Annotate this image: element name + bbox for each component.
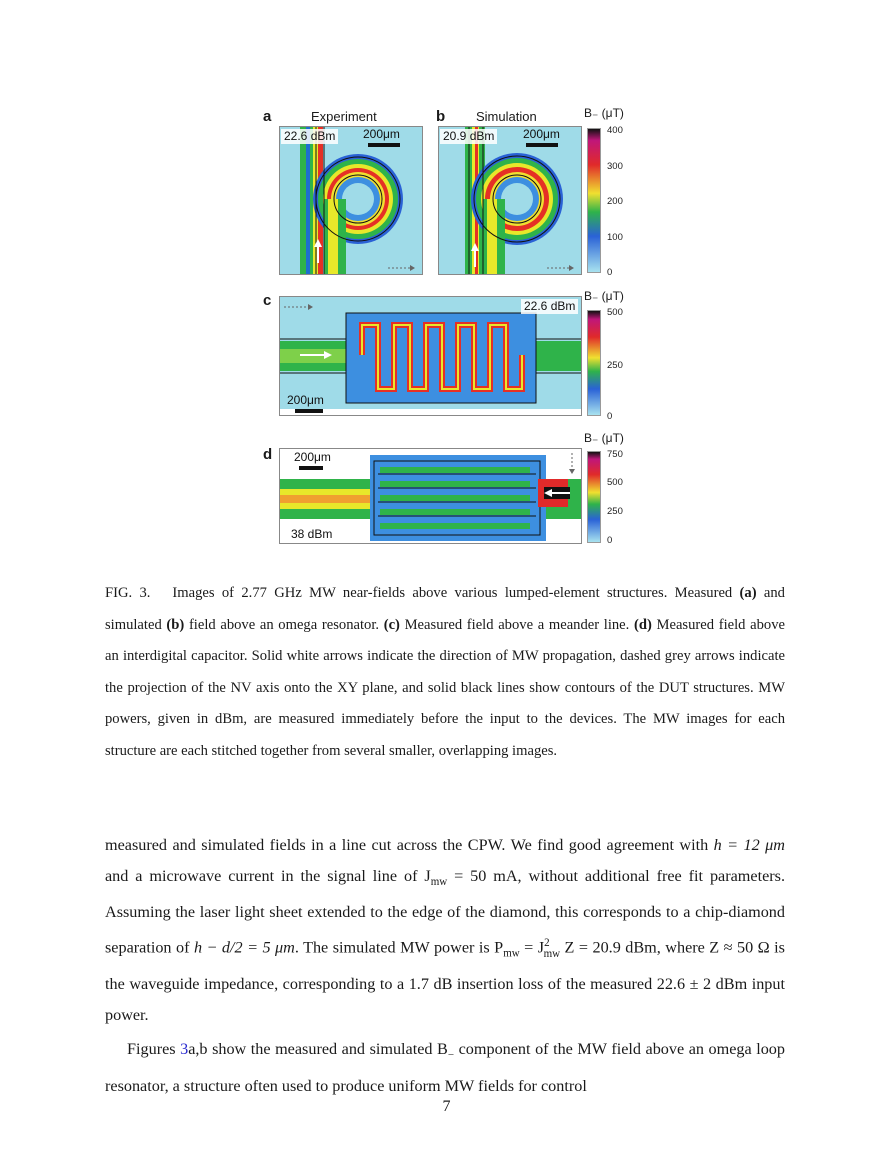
colorbar-c-title: B₋ (μT) [584, 289, 624, 303]
panel-d-power: 38 dBm [288, 527, 335, 542]
body-text [105, 830, 785, 1102]
p1-text-d: . The simulated MW power is [294, 938, 495, 957]
caption-text-2: and simulated [105, 585, 785, 633]
omega-resonator-field-measured [280, 127, 422, 274]
p1-math-J-sub: mw [430, 875, 448, 888]
colorbar-ab-tick-1: 400 [607, 125, 623, 136]
caption-text-5: Measured field above an interdigital capacitor. Solid white arrows indicate the direction of MW propagation, dashed grey arrows indicate the projection of the NV axis onto the XY plane, and solid black lines show contours of the DUT structures. MW powers, given in dBm, are measured immediately before the input to the devices. The MW images for each structure are each stitched together from several smaller, overlapping images. [105, 616, 785, 759]
caption-text-4: Measured field above a meander line. [404, 616, 630, 633]
panel-a-letter: a [263, 108, 272, 125]
colorbar-c [587, 310, 601, 416]
colorbar-c-tick-3: 0 [607, 411, 613, 422]
caption-ref-c: (c) [383, 616, 400, 633]
panel-a-image [279, 126, 423, 275]
caption-ref-d: (d) [633, 616, 652, 633]
panel-c-letter: c [263, 292, 272, 309]
colorbar-d-tick-4: 0 [607, 535, 613, 546]
panel-b-power: 20.9 dBm [440, 129, 497, 144]
panel-d-letter: d [263, 446, 273, 463]
panel-d-scale-bar [299, 466, 323, 470]
panel-a-scale-label: 200μm [363, 127, 400, 141]
meander-line-field [280, 297, 581, 415]
panel-b-scale-label: 200μm [523, 127, 560, 141]
p2-text-b: a,b show the measured and simulated B [188, 1040, 448, 1059]
p1-math-h: h = 12 μm [713, 836, 785, 854]
figure-3 [0, 0, 893, 560]
colorbar-d-title: B₋ (μT) [584, 431, 624, 445]
colorbar-d-tick-3: 250 [607, 506, 623, 517]
panel-b-scale-bar [526, 143, 558, 147]
caption-text-1: Images of 2.77 GHz MW near-fields above various lumped-element structures. Measured [172, 585, 733, 601]
panel-c-scale-bar [295, 409, 323, 413]
omega-resonator-field-simulated [439, 127, 581, 274]
colorbar-ab-tick-2: 300 [607, 161, 623, 172]
p1-math-P: P [494, 938, 504, 957]
colorbar-ab-tick-3: 200 [607, 196, 623, 207]
caption-ref-b: (b) [166, 616, 185, 633]
p1-text-f: Z = 20.9 dBm, where Z ≈ 50 Ω is the waveguide impedance, corresponding to a 1.7 dB insertion loss of the measured 22.6 ± 2 dBm input power. [105, 938, 785, 1024]
p1-math-sep: h − d/2 = 5 μm [193, 938, 295, 957]
colorbar-d-tick-1: 750 [607, 449, 623, 460]
panel-a-scale-bar [368, 143, 400, 147]
colorbar-ab-tick-5: 0 [607, 267, 613, 278]
p1-text-a: measured and simulated fields in a line cut across the CPW. We find good agreement with [105, 836, 714, 854]
p1-text-c: = 50 mA, without additional free fit parameters. Assuming the laser light sheet extended to the edge of the diamond, this corresponds to a chip-diamond separation of [105, 866, 785, 957]
panel-d-image [279, 448, 582, 544]
p1-math-e-sub: mw [543, 947, 561, 960]
caption-ref-a: (a) [739, 585, 757, 601]
colorbar-d [587, 451, 601, 543]
p1-text-b: and a microwave current in the signal line of [105, 866, 425, 885]
panel-c-image [279, 296, 582, 416]
figure-3-link[interactable]: 3 [180, 1040, 189, 1059]
colorbar-c-tick-1: 500 [607, 307, 623, 318]
panel-b-image [438, 126, 582, 275]
p1-math-e: = J [519, 938, 545, 957]
colorbar-ab-title: B₋ (μT) [584, 106, 624, 120]
p1-math-J: J [424, 866, 431, 885]
colorbar-d-tick-2: 500 [607, 477, 623, 488]
p1-math-P-sub: mw [503, 947, 520, 960]
panel-a-title: Experiment [311, 109, 377, 124]
colorbar-c-tick-2: 250 [607, 360, 623, 371]
p1-math-e-sup: 2 [544, 937, 550, 950]
panel-d-scale-label: 200μm [294, 450, 331, 464]
colorbar-ab-tick-4: 100 [607, 232, 623, 243]
panel-b-title: Simulation [476, 109, 537, 124]
panel-c-power: 22.6 dBm [521, 299, 578, 314]
caption-text-3: field above an omega resonator. [188, 616, 380, 633]
panel-b-letter: b [436, 108, 446, 125]
figure-caption [105, 578, 785, 767]
p2-text-a: Figures [127, 1040, 181, 1059]
panel-c-scale-label: 200μm [287, 393, 324, 407]
page-number: 7 [442, 1098, 451, 1115]
p2-text-c: component of the MW field above an omega loop resonator, a structure often used to produce uniform MW fields for control [105, 1040, 785, 1096]
colorbar-ab [587, 128, 601, 273]
panel-a-power: 22.6 dBm [281, 129, 338, 144]
paragraph-2 [105, 1034, 785, 1101]
paragraph-1 [105, 830, 785, 1030]
caption-label: FIG. 3. [105, 585, 151, 601]
p2-text-sub: − [447, 1049, 455, 1062]
